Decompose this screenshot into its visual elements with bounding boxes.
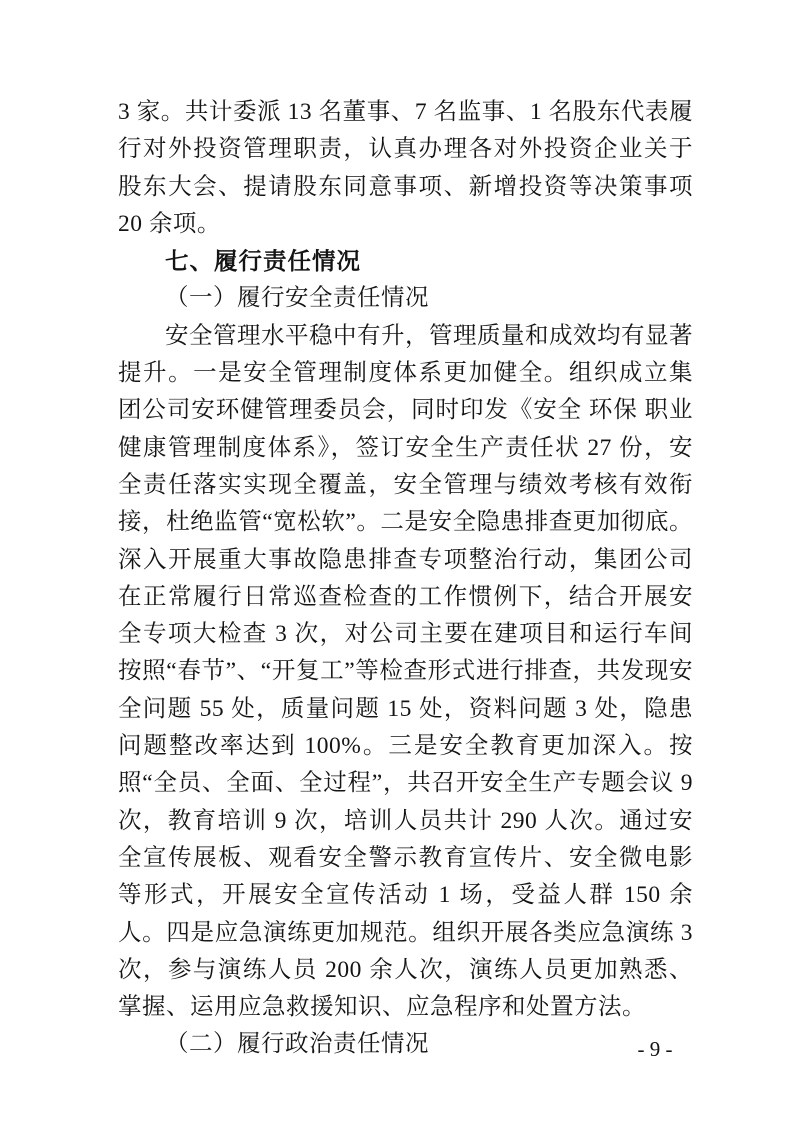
paragraph-safety-details: 安全管理水平稳中有升，管理质量和成效均有显著提升。一是安全管理制度体系更加健全。组织成立集团公司安环健管理委员会，同时印发《安全 环保 职业健康管理制度体系》，签订安全生产责任状 27 份，安全责任落实实现全覆盖，安全管理与绩效考核有效衔接，杜绝监管“宽松软”。二是安全隐患排查更加彻底。深入开展重大事故隐患排查专项整治行动，集团公司在正常履行日常巡查检查的工作惯例下，结合开展安全专项大检查 3 次，对公司主要在建项目和运行车间按照“春节”、“开复工”等检查形式进行排查，共发现安全问题 55 处，质量问题 15 处，资料问题 3 处，隐患问题整改率达到 100%。三是安全教育更加深入。按照“全员、全面、全过程”，共召开安全生产专题会议 9 次，教育培训 9 次，培训人员共计 290 人次。通过安全宣传展板、观看安全警示教育宣传片、安全微电影等形式，开展安全宣传活动 1 场，受益人群 150 余人。四是应急演练更加规范。组织开展各类应急演练 3 次，参与演练人员 200 余人次，演练人员更加熟悉、掌握、运用应急救援知识、应急程序和处置方法。 xyxy=(118,322,693,1021)
section-heading-responsibility: 七、履行责任情况 xyxy=(165,248,361,275)
document-body xyxy=(118,94,693,1064)
subsection-heading-safety: （一）履行安全责任情况 xyxy=(165,285,429,312)
subsection-heading-political: （二）履行政治责任情况 xyxy=(165,1031,429,1058)
page-number: - 9 - xyxy=(637,1037,673,1061)
paragraph-investment-continuation: 3 家。共计委派 13 名董事、7 名监事、1 名股东代表履行对外投资管理职责，认真办理各对外投资企业关于股东大会、提请股东同意事项、新增投资等决策事项 20 余项。 xyxy=(118,99,693,237)
